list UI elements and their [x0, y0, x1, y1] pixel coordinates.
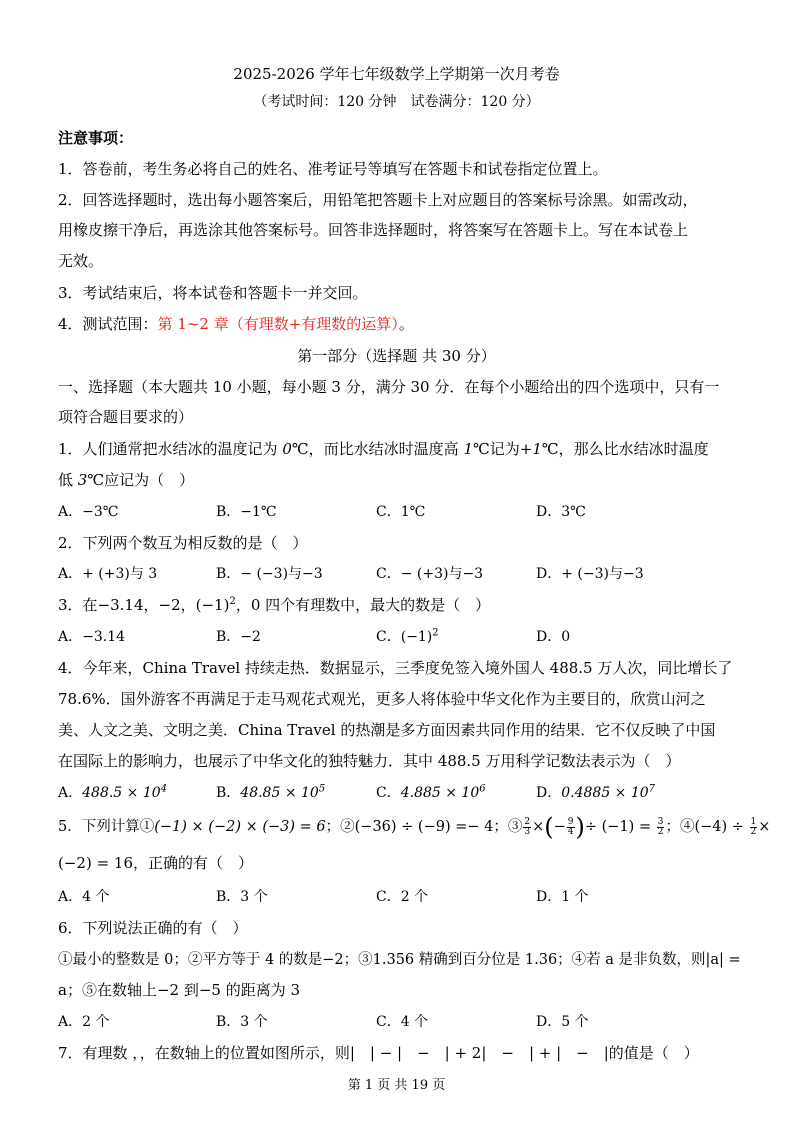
q5-frac2-num: 9	[567, 816, 574, 827]
q4-option-b-base: 48.85 × 10	[240, 785, 319, 801]
question-5-stem-line-1	[58, 813, 771, 841]
q4-option-a-base: 488.5 × 10	[82, 785, 161, 801]
q4-option-a-exponent: 4	[160, 783, 168, 795]
q3-option-c[interactable]	[376, 626, 439, 646]
q5-fraction-3-2	[657, 818, 665, 837]
q5-option-d[interactable]: D．1 个	[536, 889, 589, 905]
q2-option-b[interactable]: B．− (−3)与−3	[216, 566, 323, 582]
q5-times-1: ×	[532, 819, 545, 835]
q5-text-g: ÷ (−1) =	[584, 819, 656, 835]
q5-text-a: 5．下列计算①	[58, 819, 155, 835]
q4-option-d-exponent: 7	[648, 783, 656, 795]
notice-item-2-line-3: 无效。	[58, 252, 104, 270]
q5-frac3-den: 2	[657, 826, 664, 837]
q1-text-i: 3	[77, 471, 88, 489]
q4-option-b-exponent: 5	[318, 783, 326, 795]
q5-right-paren: )	[575, 813, 585, 841]
q3-stem-b: ，0 四个有理数中，最大的数是（ ）	[235, 596, 491, 614]
question-1-stem-line-2	[58, 469, 194, 490]
question-7-stem: 7．有理数 ，，在数轴上的位置如图所示，则| | − | − | + 2| − | + | − |的值是（ ）	[58, 1044, 699, 1062]
notice-item-2-line-1: 2．回答选择题时，选出每小题答案后，用铅笔把答题卡上对应题目的答案标号涂黑。如需改动，	[58, 191, 698, 209]
q6-option-b[interactable]: B．3 个	[216, 1014, 268, 1030]
exam-subtitle: （考试时间：120 分钟 试卷满分：120 分）	[253, 94, 540, 110]
q1-text-a: 1．人们通常把水结冰的温度记为	[58, 440, 283, 458]
question-1-stem-line-1	[58, 438, 709, 459]
q4-option-b-label: B．	[216, 785, 241, 801]
q6-option-d[interactable]: D．5 个	[536, 1014, 589, 1030]
q5-frac2-den: 4	[567, 826, 574, 837]
q5-option-a[interactable]: A．4 个	[58, 889, 110, 905]
q4-option-c-base: 4.885 × 10	[400, 785, 480, 801]
q3-option-c-base: C．(−1)	[376, 629, 433, 645]
q1-text-j: ℃应记为（ ）	[87, 471, 195, 489]
q1-option-b[interactable]: B．−1℃	[216, 504, 277, 520]
q4-option-c-exponent: 6	[479, 783, 486, 795]
notice-item-4-prefix: 4．测试范围：	[58, 315, 158, 333]
question-4-line-4: 在国际上的影响力，也展示了中华文化的独特魅力．其中 488.5 万用科学记数法表示为（ ）	[58, 752, 681, 770]
q1-option-d[interactable]: D．3℃	[536, 504, 586, 520]
q1-text-c: ℃，而比水结冰时温度高	[291, 440, 464, 458]
q1-text-h: 低	[58, 471, 78, 489]
q4-option-c-label: C．	[376, 785, 401, 801]
q5-frac4-den: 2	[750, 826, 757, 837]
q5-times-2: ×	[758, 819, 771, 835]
q5-expr-1: (−1) × (−2) × (−3) = 6	[154, 819, 326, 835]
q3-option-b[interactable]: B．−2	[216, 629, 261, 645]
q3-stem-a: 3．在−3.14，−2，(−1)	[58, 596, 230, 614]
notice-item-1: 1．答卷前，考生务必将自己的姓名、准考证号等填写在答题卡和试卷指定位置上。	[58, 160, 608, 178]
q1-text-e: ℃记为	[472, 440, 520, 458]
question-4-line-3: 美、人文之美、文明之美．China Travel 的热潮是多方面因素共同作用的结果．它不仅反映了中国	[58, 721, 716, 739]
q5-fraction-9-4	[567, 818, 575, 837]
q3-option-c-exponent: 2	[432, 627, 439, 639]
q4-option-c[interactable]	[376, 782, 486, 802]
q2-option-a[interactable]: A．+ (+3)与 3	[58, 566, 158, 582]
q3-option-a[interactable]: A．−3.14	[58, 629, 126, 645]
q3-stem-exponent: 2	[229, 596, 236, 607]
notice-item-4	[58, 313, 414, 334]
test-range: 第 1~2 章（有理数+有理数的运算）	[157, 315, 399, 333]
q2-option-d[interactable]: D．+ (−3)与−3	[536, 566, 644, 582]
q5-text-h: ；④(−4) ÷	[665, 819, 749, 835]
q1-option-a[interactable]: A．−3℃	[58, 504, 119, 520]
q1-text-f: +1	[519, 440, 542, 458]
question-4-line-1: 4．今年来，China Travel 持续走热．数据显示，三季度免签入境外国人 488.5 万人次，同比增长了	[58, 659, 733, 677]
q5-left-paren: (	[544, 813, 554, 841]
q4-option-d-label: D．	[536, 785, 562, 801]
notice-item-2-line-2: 用橡皮擦干净后，再选涂其他答案标号。回答非选择题时，将答案写在答题卡上。写在本试卷上	[58, 221, 689, 239]
q4-option-a[interactable]	[58, 782, 167, 802]
section-instruction-line-2: 项符合题目要求的）	[58, 408, 194, 426]
question-5-stem-line-2: (−2) = 16，正确的有（ ）	[58, 854, 254, 872]
q2-option-c[interactable]: C．− (+3)与−3	[376, 566, 484, 582]
q5-fraction-2-3	[523, 818, 531, 837]
q4-option-a-label: A．	[58, 785, 83, 801]
q1-text-d: 1	[463, 440, 473, 458]
question-3-stem	[58, 594, 490, 615]
q5-text-c: ；②(−36) ÷ (−9) =− 4；③	[325, 819, 523, 835]
q5-frac4-num: 1	[750, 816, 757, 827]
q5-fraction-1-2	[750, 818, 758, 837]
page-footer: 第 1 页 共 19 页	[347, 1078, 446, 1093]
q5-frac3-num: 3	[657, 816, 664, 827]
question-6-line-2: a；⑤在数轴上−2 到−5 的距离为 3	[58, 981, 301, 999]
question-6-line-1: ①最小的整数是 0；②平方等于 4 的数是−2；③1.356 精确到百分位是 1.36；④若 a 是非负数，则|a| =	[58, 952, 741, 968]
q5-frac1-den: 3	[524, 826, 531, 837]
q4-option-d[interactable]	[536, 782, 655, 802]
q5-frac1-num: 2	[524, 816, 531, 827]
q1-text-g: ℃，那么比水结冰时温度	[541, 440, 709, 458]
exam-title: 2025-2026 学年七年级数学上学期第一次月考卷	[233, 65, 560, 83]
notice-item-4-suffix: 。	[398, 315, 414, 333]
q6-option-a[interactable]: A．2 个	[58, 1014, 110, 1030]
q1-option-c[interactable]: C．1℃	[376, 504, 426, 520]
section-instruction-line-1: 一、选择题（本大题共 10 小题，每小题 3 分，满分 30 分．在每个小题给出的四个选项中，只有一	[58, 378, 720, 396]
q4-option-b[interactable]	[216, 782, 325, 802]
question-6-stem: 6．下列说法正确的有（ ）	[58, 919, 248, 937]
notice-heading: 注意事项：	[58, 129, 134, 147]
q5-minus: −	[553, 819, 566, 835]
q5-option-c[interactable]: C．2 个	[376, 889, 429, 905]
notice-item-3: 3．考试结束后，将本试卷和答题卡一并交回。	[58, 284, 368, 302]
question-4-line-2: 78.6%．国外游客不再满足于走马观花式观光，更多人将体验中华文化作为主要目的，欣赏山河之	[58, 690, 706, 708]
part-one-heading: 第一部分（选择题 共 30 分）	[297, 347, 496, 365]
q3-option-d[interactable]: D．0	[536, 629, 571, 645]
q5-option-b[interactable]: B．3 个	[216, 889, 268, 905]
q1-text-b: 0	[282, 440, 292, 458]
question-2-stem: 2．下列两个数互为相反数的是（ ）	[58, 534, 308, 552]
q6-option-c[interactable]: C．4 个	[376, 1014, 429, 1030]
q4-option-d-base: 0.4885 × 10	[561, 785, 649, 801]
